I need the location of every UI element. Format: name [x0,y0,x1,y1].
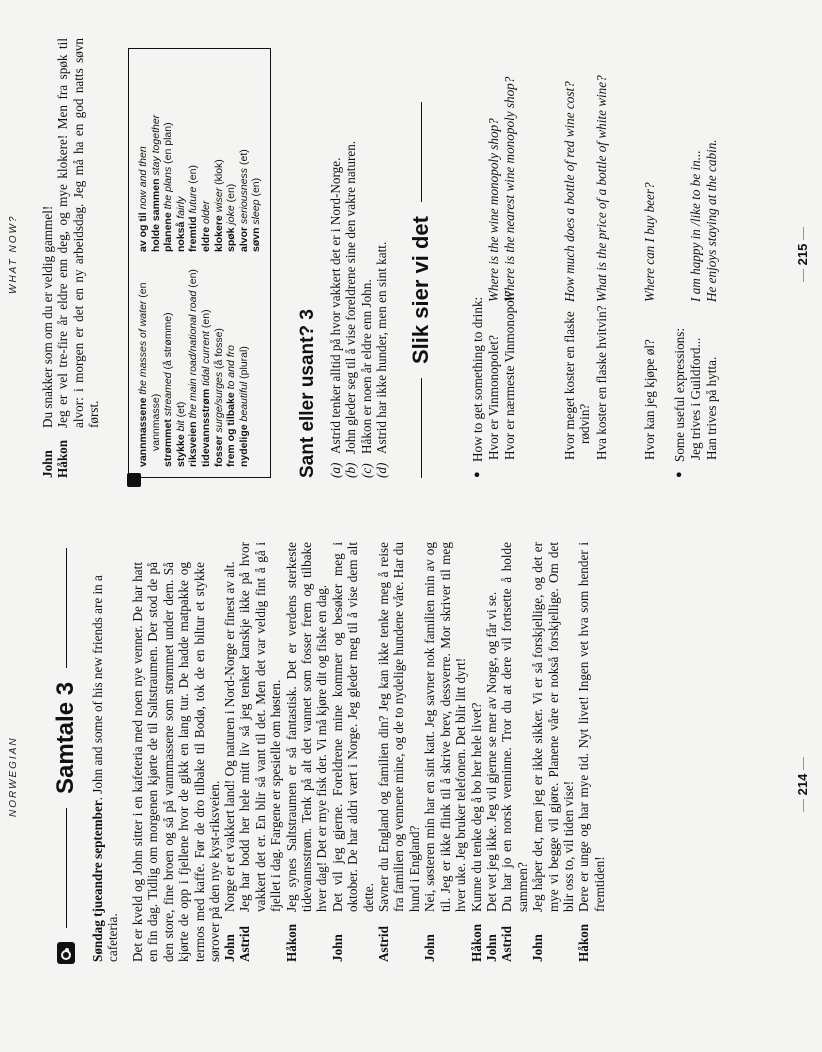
speaker-name: Astrid [237,926,253,962]
section-title: Slik sier vi det [408,216,433,364]
vocab-gloss: seriousness [237,167,250,224]
running-head-left: NORWEGIAN [8,736,19,817]
true-false-item [343,38,358,478]
samtale-heading [52,544,80,964]
speaker-name: Astrid [499,926,515,962]
heading-rule-left [421,378,422,478]
true-false-item [374,38,389,478]
vocab-gloss: sleep [250,199,263,225]
vocab-word: tidevannsstrøm [199,388,212,467]
utterance: Jeg håper det, men jeg er ikke sikker. Vi er så forskjellige, og det er mye vi begge vil gjøre. Planene våre er nokså forskjellige. Om det blir oss to, vil tiden vise! [530,542,576,912]
dialogue-line [55,38,101,478]
dialogue-line [330,542,376,962]
page-number-left [795,757,810,812]
utterance: Du snakker som om du er veldig gammel! [40,205,55,428]
dialogue-line [40,38,55,478]
dialogue-line [576,542,607,962]
vocab-grammar: (en) [250,177,263,197]
utterance: Jeg synes Saltstraumen er så fantastisk. Det er verdens sterkeste tidevannsstrøm. Tenk på alt det vannet som fosser frem og tilbake hver dag! Det er mye fisk der. Vi må kjøre dit og fiske en dag. [283,542,330,912]
item-letter: (b) [343,462,359,478]
vocab-gloss: now and then [137,146,149,210]
vocab-word: planene [162,212,175,252]
phrase-norwegian: Hvor er Vinmonopolet? [486,335,501,460]
narrative-paragraph: Det er kveld og John sitter i en kafeteria med noen nye venner. De har hatt en fin dag. Tidlig om morgenen kjørte de til Saltstraumen. Der stod de på den store, fine broen og så på vannmassene som strømmet under dem. Så kjørte de opp i fjellene hvor de gikk en lang tur. De hadde matpakke og termos med kaffe. Før de dro tilbake til Bodø, tok de en biltur et stykke sørover på den nye kyst-riksveien. [130,562,223,962]
vocab-grammar: (en) [187,165,200,184]
page-tick: — [795,265,810,282]
bullet-dot: ● [471,471,483,478]
phrase-norwegian: Han trives på hytta. [704,356,719,460]
dialogue-line [499,542,530,962]
vocab-entry [200,52,213,252]
item-letter: (c) [358,463,374,478]
vocab-word: eldre [199,226,212,252]
utterance: Savner du England og familien din? Jeg kan ikke tenke meg å reise fra familien og vennene mine, og de to nydelige hundene våre. Har du hund i England? [376,542,422,912]
vocab-gloss: fairly [174,196,187,219]
true-false-item [359,38,374,478]
dialogue-line [422,542,468,962]
intro-text: . John and some of his new friends are in a cafeteria. [90,575,121,962]
dialogue-line [376,542,422,962]
speaker-name: Håkon [283,923,299,962]
vocab-gloss: older [199,200,212,224]
vocab-word: riksveien [187,421,200,467]
vocab-word: stykke [174,434,187,467]
heading-rule-right [66,548,67,668]
vocab-entry [150,52,163,252]
vocab-entry [213,262,226,467]
vocab-grammar: (et) [174,401,187,418]
dialogue [222,542,607,962]
vocabulary-column-left [137,262,250,467]
item-text: Håkon er noen år eldre enn John. [358,279,374,454]
vocab-entry [213,52,226,252]
utterance: Nei, søsteren min har en sint katt. Jeg savner nok familien min av og til. Jeg er ikke flink til å skrive brev, dessverre. Mor skriver til meg hver uke. Jeg bruker telefonen. Det blir litt dyrt! [422,542,469,912]
bullet-text: How to get something to drink: [470,296,485,462]
vocab-grammar: (en plan) [162,122,175,164]
vocab-gloss: streamed [162,372,175,417]
vocab-gloss: bit [174,420,187,432]
vocab-grammar: (en vannmasse) [137,282,162,451]
vocab-grammar: (en) [225,183,238,203]
phrase-norwegian: Hva koster en flaske hvitvin? [594,305,609,460]
closing-dialogue [40,38,102,478]
utterance: Norge er et vakkert land! Og naturen i Nord-Norge er finest av alt. [222,561,237,912]
vocab-gloss: stay together [149,114,162,176]
utterance: Jeg har bodd her hele mitt liv så jeg tenker kanskje ikke på hvor vakkert det er. En blir så vant til det. Men det var veldig fint å gå i fjellet i dag. Fargene er spesielle om høsten. [237,542,284,912]
vocab-grammar: (klok) [212,159,225,185]
item-text: John gleder seg til å vise foreldrene sine den vakre naturen. [343,140,359,454]
page-tick: — [795,795,810,812]
dialogue-line [530,542,576,962]
vocab-word: klokere [212,215,225,252]
utterance: Jeg er vel tre-fire år eldre enn deg, og mye klokere! Men fra spøk til alvor: i morgen er det en ny arbeidsdag. Jeg må ha en god natts søvn først. [55,38,102,428]
speaker-name: Håkon [468,923,484,962]
vocab-entry [200,262,213,467]
vocabulary-icon [127,473,141,487]
vocab-grammar: (en) [187,269,200,288]
phrase-norwegian: Hvor er nærmeste Vinmonopol? [502,290,517,460]
speaker-name: John [222,934,237,962]
utterance: Kunne du tenke deg å bo her hele livet? [468,702,484,912]
vocab-entry [175,262,188,467]
page-tick: — [795,757,810,774]
speaker-name: John [530,934,546,962]
vocab-gloss: joke [225,205,238,225]
phrase-norwegian: Hvor kan jeg kjøpe øl? [642,339,657,460]
vocab-word: frem og tilbake [225,392,238,467]
page-number-value: 215 [795,243,810,266]
vocab-gloss: future [187,186,200,214]
speaker-name: John [329,934,345,962]
speaker-name: John [40,450,55,478]
dialogue-line [469,542,484,962]
intro-date: Søndag tjueandre september [90,800,105,962]
phrase-english: I am happy in /like to be in... [688,150,703,302]
phrase-norwegian: Hvor meget koster en flaske rødvin? [562,311,593,460]
vocab-gloss: the plans [162,166,175,210]
vocabulary-box [128,48,271,478]
vocab-entry [137,52,150,252]
bullet-expressions [672,58,687,478]
speaker-name: Håkon [576,923,592,962]
phrase-norwegian: Jeg trives i Guildford... [688,337,703,460]
speaker-name: Astrid [376,926,392,962]
page-title: Samtale 3 [52,681,79,794]
phrase-english: What is the price of a bottle of white wine? [594,75,609,302]
page-number-value: 214 [795,773,810,796]
utterance: Det vet jeg ikke. Jeg vil gjerne se mer av Norge, og får vi se. [483,591,499,912]
utterance: Det vil jeg gjerne. Foreldrene mine kommer og besøker meg i oktober. De har aldri vært i Norge. Jeg gleder meg til å vise dem alt dette. [329,542,376,912]
bullet-dot: ● [673,471,685,478]
vocab-entry [238,52,251,252]
item-letter: (a) [328,462,343,478]
true-false-title: Sant eller usant? 3 [297,309,318,478]
dialogue-line [222,542,237,962]
vocab-entry [187,262,200,467]
vocab-word: nydelige [237,424,250,467]
page-number-right [795,227,810,282]
vocab-word: holde sammen [149,178,162,252]
utterance: Dere er unge og har mye tid. Nyt livet! Ingen vet hva som hender i fremtiden! [576,542,607,912]
vocab-entry [162,52,175,252]
item-letter: (d) [374,462,390,478]
vocab-word: fosser [212,435,225,467]
speaker-name: Håkon [55,439,71,478]
vocab-entry [225,52,238,252]
phrase-english: Where is the wine monopoly shop? [486,118,501,302]
vocab-word: søvn [250,227,263,252]
vocabulary-column-right [137,52,263,252]
speaker-name: John [422,934,438,962]
vocab-gloss: tidal current [199,331,212,386]
vocab-gloss: the masses of water [137,300,149,395]
true-false-list [328,38,390,478]
vocab-word: strømmet [162,419,175,467]
vocab-word: nokså [174,221,187,252]
phrase-english: Where can I buy beer? [642,182,657,302]
vocab-entry [238,262,251,467]
running-head-right: WHAT NOW? [8,214,19,294]
heading-rule-left [66,808,67,928]
phrase-english: Where is the nearest wine monopoly shop? [502,76,517,302]
vocab-word: alvor [237,226,250,252]
utterance: Du har jo en norsk venninne. Tror du at dere vil fortsette å holde sammen? [499,542,530,912]
dialogue-line [237,542,283,962]
intro [90,562,121,962]
item-text: Astrid har ikke hunder, men en sint katt. [374,241,390,454]
audio-icon [57,942,75,964]
bullet-drinks [470,58,485,478]
vocab-entry [175,52,188,252]
vocab-grammar: (en) [199,309,212,329]
vocab-grammar: (et) [237,149,250,166]
vocab-entry [187,52,200,252]
bullet-text: Some useful expressions: [672,327,687,462]
true-false-item [328,38,343,478]
left-page [0,526,822,1052]
vocab-word: vannmassene [137,397,149,467]
vocab-gloss: to and fro [225,345,238,390]
vocab-entry [137,262,162,467]
page-tick: — [795,227,810,244]
speaker-name: John [483,934,499,962]
vocab-entry [162,262,175,467]
dialogue-line [284,542,330,962]
vocab-gloss: wiser [212,187,225,213]
vocab-gloss: surge/surges [212,371,225,433]
phrase-english: He enjoys staying at the cabin. [704,139,719,302]
slik-heading [408,38,434,478]
vocab-entry [250,52,263,252]
vocab-grammar: (å strømme) [162,312,175,370]
vocab-gloss: the main road/national road [187,290,200,419]
heading-rule-right [421,102,422,202]
vocab-gloss: beautiful [237,381,250,422]
vocab-grammar: (plural) [237,346,250,379]
phrase-english: How much does a bottle of red wine cost? [562,81,577,302]
vocab-entry [225,262,238,467]
vocab-word: fremtid [187,216,200,252]
dialogue-line [484,542,499,962]
item-text: Astrid tenker alltid på hvor vakkert det er i Nord-Norge. [328,157,343,454]
vocab-grammar: (å fosse) [212,328,225,369]
vocab-word: av og til [137,212,149,252]
vocab-word: spøk [225,227,238,252]
